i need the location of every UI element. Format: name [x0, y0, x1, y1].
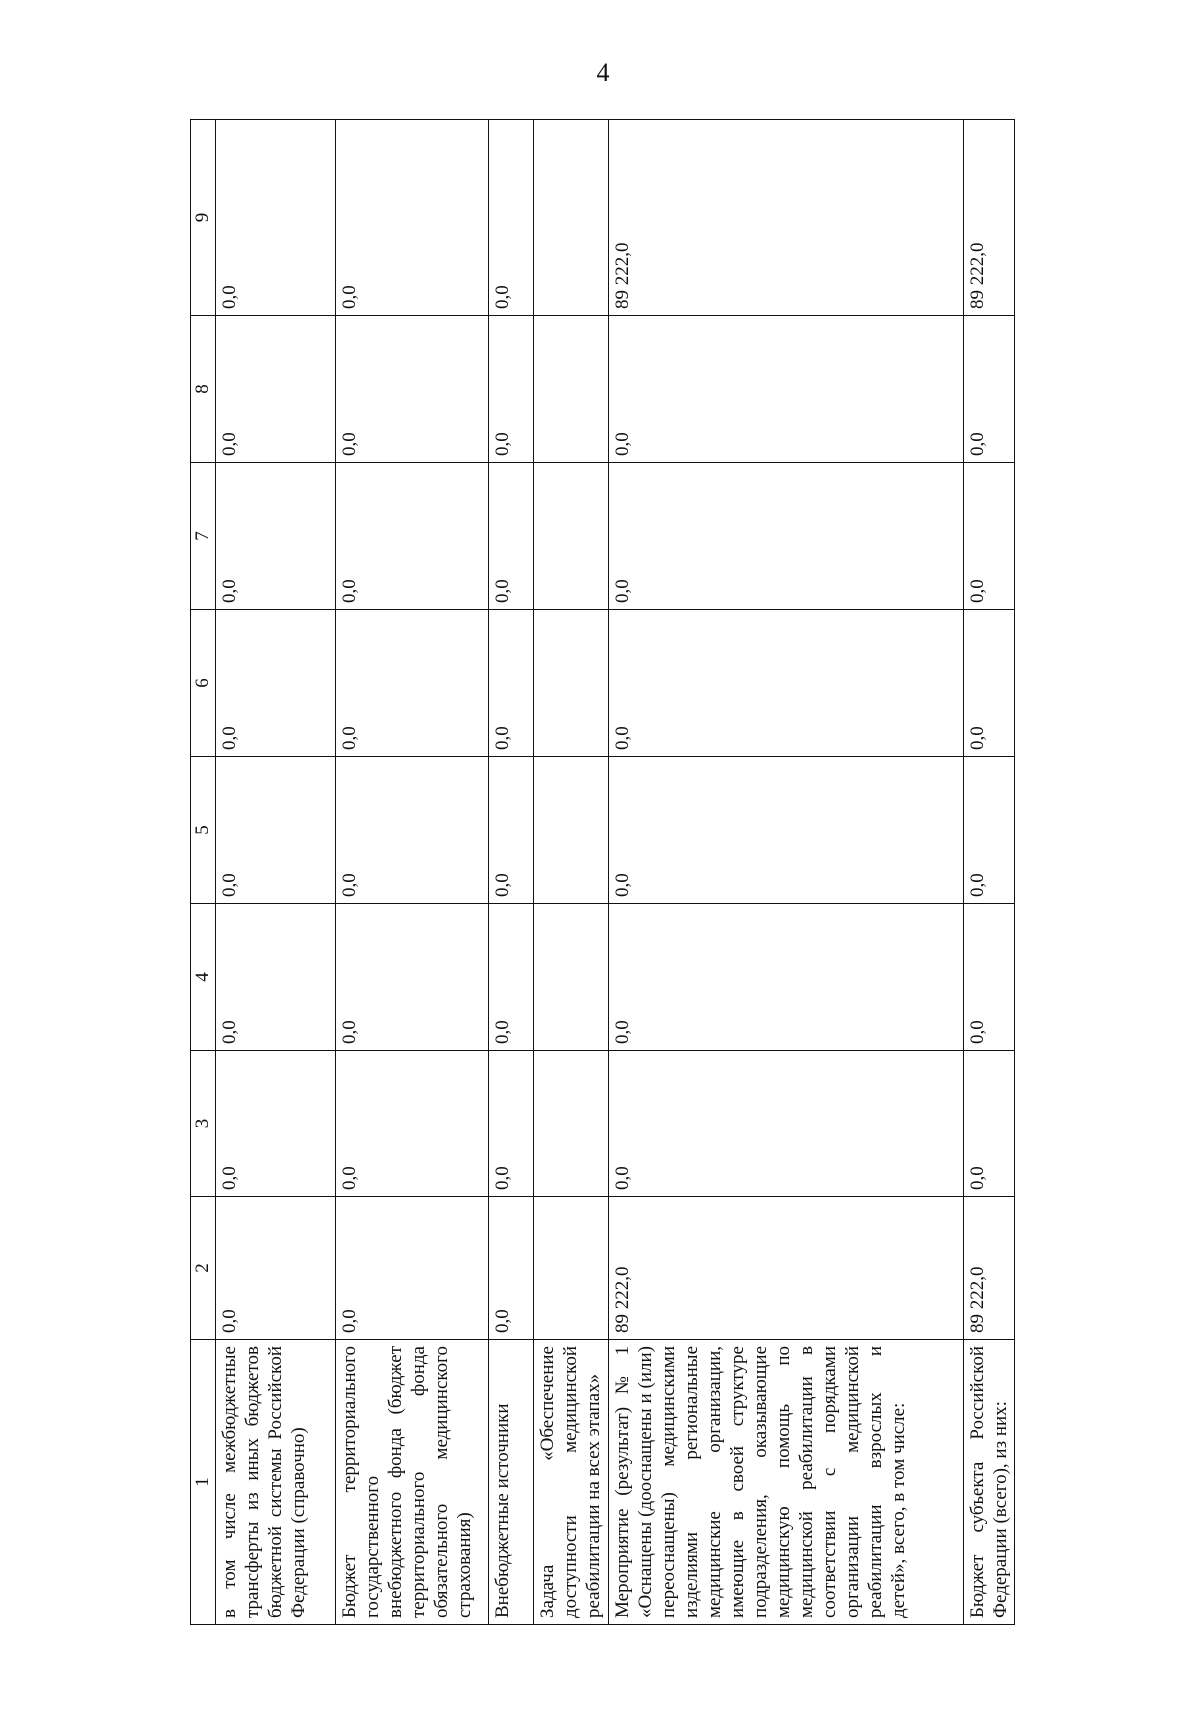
cell-value: 89 222,0 — [964, 1197, 1015, 1340]
cell-value: 0,0 — [964, 904, 1015, 1051]
column-header: 7 — [191, 463, 216, 610]
cell-value: 0,0 — [609, 1051, 964, 1197]
cell-value: 89 222,0 — [964, 120, 1015, 316]
cell-value: 0,0 — [216, 463, 336, 610]
cell-value: 0,0 — [609, 316, 964, 463]
page-number: 4 — [596, 58, 610, 87]
cell-value: 0,0 — [216, 120, 336, 316]
cell-value: 0,0 — [336, 316, 489, 463]
table-row-subject-budget — [964, 120, 1015, 1625]
cell-value: 0,0 — [216, 610, 336, 757]
row-label: Внебюджетные источники — [489, 1340, 534, 1625]
cell-value — [534, 610, 609, 757]
table-row-measure-1 — [609, 120, 964, 1625]
cell-value: 89 222,0 — [609, 1197, 964, 1340]
column-header: 6 — [191, 610, 216, 757]
column-header: 9 — [191, 120, 216, 316]
cell-value: 0,0 — [336, 463, 489, 610]
cell-value: 0,0 — [336, 120, 489, 316]
table-row-territorial-fund — [336, 120, 489, 1625]
cell-value: 0,0 — [216, 757, 336, 904]
column-header: 8 — [191, 316, 216, 463]
column-header: 3 — [191, 1051, 216, 1197]
cell-value: 0,0 — [489, 1197, 534, 1340]
cell-value: 0,0 — [609, 757, 964, 904]
cell-value: 0,0 — [964, 1051, 1015, 1197]
row-label: Бюджет субъекта Российской Федерации (всего), из них: — [964, 1340, 1015, 1625]
table-row-interbudget-transfers — [216, 120, 336, 1625]
cell-value: 0,0 — [609, 610, 964, 757]
cell-value: 0,0 — [216, 316, 336, 463]
cell-value — [534, 1197, 609, 1340]
cell-value: 0,0 — [489, 1051, 534, 1197]
cell-value: 0,0 — [216, 904, 336, 1051]
cell-value: 0,0 — [609, 463, 964, 610]
cell-value: 0,0 — [216, 1197, 336, 1340]
cell-value: 0,0 — [216, 1051, 336, 1197]
cell-value: 0,0 — [489, 463, 534, 610]
column-header: 2 — [191, 1197, 216, 1340]
cell-value: 0,0 — [489, 610, 534, 757]
cell-value: 89 222,0 — [609, 120, 964, 316]
cell-value: 0,0 — [964, 316, 1015, 463]
cell-value: 0,0 — [964, 757, 1015, 904]
cell-value — [534, 120, 609, 316]
cell-value — [534, 316, 609, 463]
cell-value: 0,0 — [336, 757, 489, 904]
column-header: 5 — [191, 757, 216, 904]
table-row-task — [534, 120, 609, 1625]
cell-value — [534, 757, 609, 904]
cell-value: 0,0 — [964, 610, 1015, 757]
table-row-extrabudgetary — [489, 120, 534, 1625]
cell-value: 0,0 — [489, 904, 534, 1051]
row-label: Мероприятие (результат) № 1 «Оснащены (дооснащены и (или) переоснащены) медицинскими изделиями региональные медицинские организации, имеющие в своей структуре подразделения, оказывающие медицинскую помощь по медицинской реабилитации в соответствии с порядками организации медицинской реабилитации взрослых и детей», всего, в том числе: — [609, 1340, 964, 1625]
cell-value: 0,0 — [609, 904, 964, 1051]
cell-value: 0,0 — [489, 316, 534, 463]
cell-value: 0,0 — [336, 1051, 489, 1197]
row-label: в том числе межбюджетные трансферты из иных бюджетов бюджетной системы Российской Федерации (справочно) — [216, 1340, 336, 1625]
cell-value: 0,0 — [489, 757, 534, 904]
cell-value: 0,0 — [964, 463, 1015, 610]
cell-value: 0,0 — [336, 610, 489, 757]
cell-value — [534, 904, 609, 1051]
table-container — [190, 120, 1060, 1625]
row-label: Задача «Обеспечение доступности медицинской реабилитации на всех этапах» — [534, 1340, 609, 1625]
row-label: Бюджет территориального государственного внебюджетного фонда (бюджет территориального фонда обязательного медицинского страхования) — [336, 1340, 489, 1625]
cell-value — [534, 463, 609, 610]
cell-value: 0,0 — [489, 120, 534, 316]
table-header-row — [191, 120, 216, 1625]
cell-value: 0,0 — [336, 904, 489, 1051]
cell-value — [534, 1051, 609, 1197]
column-header: 4 — [191, 904, 216, 1051]
funding-table — [190, 119, 1015, 1625]
column-header: 1 — [191, 1340, 216, 1625]
cell-value: 0,0 — [336, 1197, 489, 1340]
